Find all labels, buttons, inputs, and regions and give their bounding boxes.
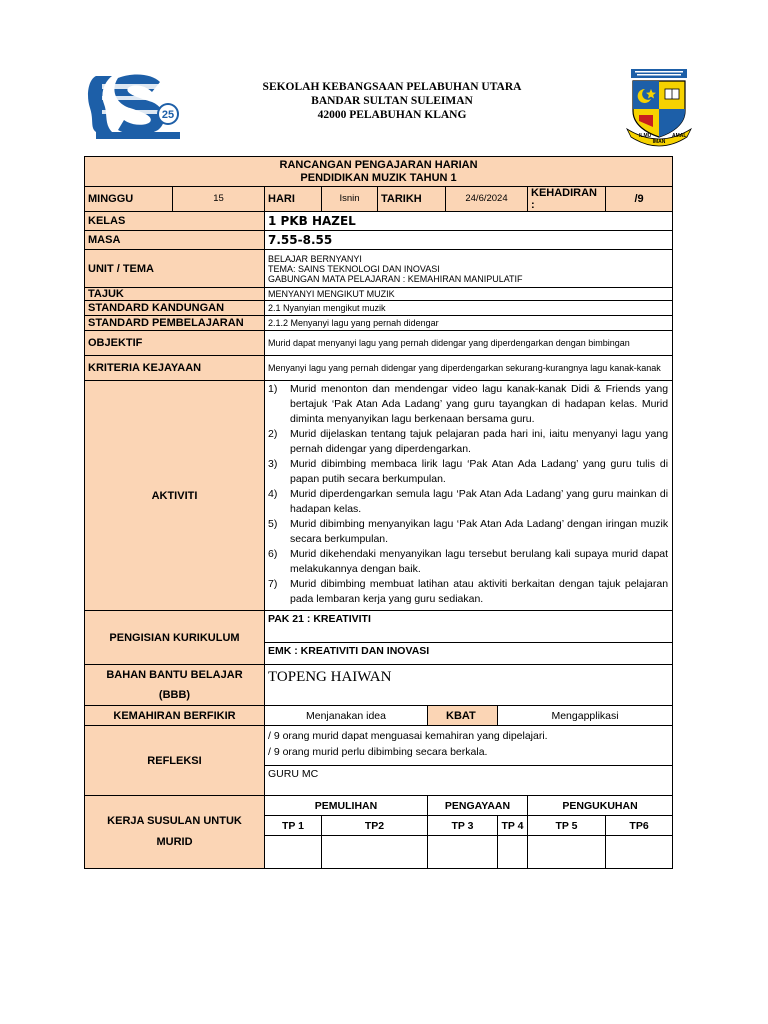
activity-number: 6): [268, 548, 278, 560]
bbb-label-line1: BAHAN BANTU BELAJAR: [106, 669, 243, 681]
refleksi-row-1: [85, 726, 673, 746]
tp-5-header: TP 5: [528, 816, 606, 836]
crest-badge-3: AMAL: [672, 133, 687, 139]
activity-number: 5): [268, 518, 278, 530]
masa-value: 7.55-8.55: [265, 231, 673, 250]
activity-text: Murid dikehendaki menyanyikan lagu tersebut berulang kali supaya murid dapat melakukannya dengan baik.: [290, 548, 669, 575]
tajuk-value: MENYANYI MENGIKUT MUZIK: [265, 288, 673, 301]
standard-kandungan-value: 2.1 Nyanyian mengikut muzik: [265, 301, 673, 316]
plan-title: [85, 157, 673, 187]
tarikh-label: TARIKH: [378, 187, 446, 212]
bbb-label: [85, 665, 265, 706]
activity-list: [265, 382, 672, 607]
activity-item: [265, 487, 672, 517]
standard-pembelajaran-row: [85, 316, 673, 331]
activity-text: Murid dibimbing menyanyikan lagu ‘Pak Atan Ada Ladang’ dengan iringan muzik secara berkumpulan.: [290, 518, 669, 545]
school-crest-logo: [625, 67, 693, 147]
bbb-row: [85, 665, 673, 706]
tp-3-header: TP 3: [428, 816, 498, 836]
tp-4-cell: [498, 836, 528, 869]
kemahiran-label: KEMAHIRAN BERFIKIR: [85, 706, 265, 726]
kerja-susulan-label-line2: MURID: [156, 836, 193, 848]
aktiviti-label: AKTIVITI: [85, 381, 265, 611]
activity-number: 3): [268, 458, 278, 470]
unit-line1: BELAJAR BERNYANYI: [268, 253, 362, 264]
activity-item: [265, 517, 672, 547]
kbat-label: KBAT: [428, 706, 498, 726]
refleksi-line3: GURU MC: [265, 766, 673, 796]
activity-text: Murid dibimbing membuat latihan atau aktiviti berkaitan dengan tajuk pelajaran pada lembaran kerja yang guru sediakan.: [290, 578, 669, 605]
kehadiran-label: KEHADIRAN :: [528, 187, 606, 212]
hari-value: Isnin: [322, 187, 378, 212]
tp-1-cell: [265, 836, 322, 869]
plan-title-line1: RANCANGAN PENGAJARAN HARIAN: [279, 158, 478, 171]
pengisian-label: PENGISIAN KURIKULUM: [85, 611, 265, 665]
kemahiran-value: Menjanakan idea: [265, 706, 428, 726]
activity-number: 7): [268, 578, 278, 590]
title-row: [85, 157, 673, 187]
objektif-row: [85, 331, 673, 356]
pengisian-row-1: [85, 611, 673, 643]
school-transformation-logo: [82, 70, 186, 140]
pak21-value: PAK 21 : KREATIVITI: [265, 611, 673, 643]
tajuk-label: TAJUK: [85, 288, 265, 301]
tp-1-header: TP 1: [265, 816, 322, 836]
hari-label: HARI: [265, 187, 322, 212]
standard-pembelajaran-label: STANDARD PEMBELAJARAN: [85, 316, 265, 331]
standard-kandungan-label: STANDARD KANDUNGAN: [85, 301, 265, 316]
bbb-label-line2: (BBB): [158, 689, 191, 701]
unit-value: [265, 250, 673, 288]
tarikh-value: 24/6/2024: [446, 187, 528, 212]
tp-2-header: TP2: [322, 816, 428, 836]
unit-label: UNIT / TEMA: [85, 250, 265, 288]
tp-6-cell: [606, 836, 673, 869]
activity-item: [265, 547, 672, 577]
tp-4-header: TP 4: [498, 816, 528, 836]
refleksi-line2: / 9 orang murid perlu dibimbing secara berkala.: [265, 746, 673, 766]
unit-combination: GABUNGAN MATA PELAJARAN : KEMAHIRAN MANIPULATIF: [268, 273, 523, 284]
kelas-label: KELAS: [85, 212, 265, 231]
kriteria-label: KRITERIA KEJAYAAN: [85, 356, 265, 381]
activity-text: Murid dijelaskan tentang tajuk pelajaran pada hari ini, iaitu menyanyi lagu yang pernah didengar yang diperdengarkan.: [290, 428, 669, 455]
logo-number: 25: [161, 109, 175, 121]
activity-item: [265, 577, 672, 607]
activity-item: [265, 457, 672, 487]
refleksi-label: REFLEKSI: [85, 726, 265, 796]
tp-5-cell: [528, 836, 606, 869]
emk-value: EMK : KREATIVITI DAN INOVASI: [265, 643, 673, 665]
unit-row: [85, 250, 673, 288]
refleksi-line1: / 9 orang murid dapat menguasai kemahiran yang dipelajari.: [265, 726, 673, 746]
kriteria-value: Menyanyi lagu yang pernah didengar yang diperdengarkan sekurang-kurangnya lagu kanak-kanak: [265, 356, 673, 381]
pemulihan-header: PEMULIHAN: [265, 796, 428, 816]
objektif-value: Murid dapat menyanyi lagu yang pernah didengar yang diperdengarkan dengan bimbingan: [265, 331, 673, 356]
school-name: SEKOLAH KEBANGSAAN PELABUHAN UTARA: [262, 81, 522, 93]
standard-pembelajaran-value: 2.1.2 Menyanyi lagu yang pernah didengar: [265, 316, 673, 331]
kerja-susulan-header-row: [85, 796, 673, 816]
aktiviti-content: [265, 381, 673, 611]
aktiviti-row: [85, 381, 673, 611]
school-address: [200, 80, 584, 122]
kriteria-row: [85, 356, 673, 381]
kelas-value: 1 PKB HAZEL: [265, 212, 673, 231]
tp-6-header: TP6: [606, 816, 673, 836]
kbat-value: Mengapplikasi: [498, 706, 673, 726]
kelas-row: [85, 212, 673, 231]
activity-number: 1): [268, 383, 278, 395]
kerja-susulan-label: [85, 796, 265, 869]
kemahiran-row: [85, 706, 673, 726]
plan-title-line2: PENDIDIKAN MUZIK TAHUN 1: [300, 171, 457, 184]
objektif-label: OBJEKTIF: [85, 331, 265, 356]
activity-item: [265, 382, 672, 427]
meta-row: [85, 187, 673, 212]
activity-item: [265, 427, 672, 457]
kehadiran-value: /9: [606, 187, 673, 212]
bbb-value: TOPENG HAIWAN: [265, 665, 673, 706]
lesson-plan-table: [84, 156, 673, 869]
school-city: BANDAR SULTAN SULEIMAN: [311, 95, 473, 107]
tp-2-cell: [322, 836, 428, 869]
standard-kandungan-row: [85, 301, 673, 316]
page-header: [0, 0, 768, 150]
crest-badge-1: ILMU: [639, 133, 652, 139]
tp-3-cell: [428, 836, 498, 869]
crest-badge-2: IMAN: [652, 139, 666, 145]
activity-number: 4): [268, 488, 278, 500]
school-postcode: 42000 PELABUHAN KLANG: [317, 109, 467, 121]
masa-row: [85, 231, 673, 250]
activity-text: Murid menonton dan mendengar video lagu kanak-kanak Didi & Friends yang bertajuk ‘Pak Atan Ada Ladang’ yang guru tayangkan di hadapan kelas. Murid diminta menyanyikan lagu berkenaan bersama guru.: [290, 383, 669, 425]
minggu-value: 15: [173, 187, 265, 212]
activity-text: Murid diperdengarkan semula lagu ‘Pak Atan Ada Ladang’ yang guru mainkan di hadapan kelas.: [290, 488, 669, 515]
pengukuhan-header: PENGUKUHAN: [528, 796, 673, 816]
tajuk-row: [85, 288, 673, 301]
pengayaan-header: PENGAYAAN: [428, 796, 528, 816]
masa-label: MASA: [85, 231, 265, 250]
minggu-label: MINGGU: [85, 187, 173, 212]
activity-number: 2): [268, 428, 278, 440]
activity-text: Murid dibimbing membaca lirik lagu ‘Pak Atan Ada Ladang’ yang guru tulis di papan putih secara berkumpulan.: [290, 458, 669, 485]
kerja-susulan-label-line1: KERJA SUSULAN UNTUK: [107, 815, 242, 827]
unit-theme: TEMA: SAINS TEKNOLOGI DAN INOVASI: [268, 263, 440, 274]
